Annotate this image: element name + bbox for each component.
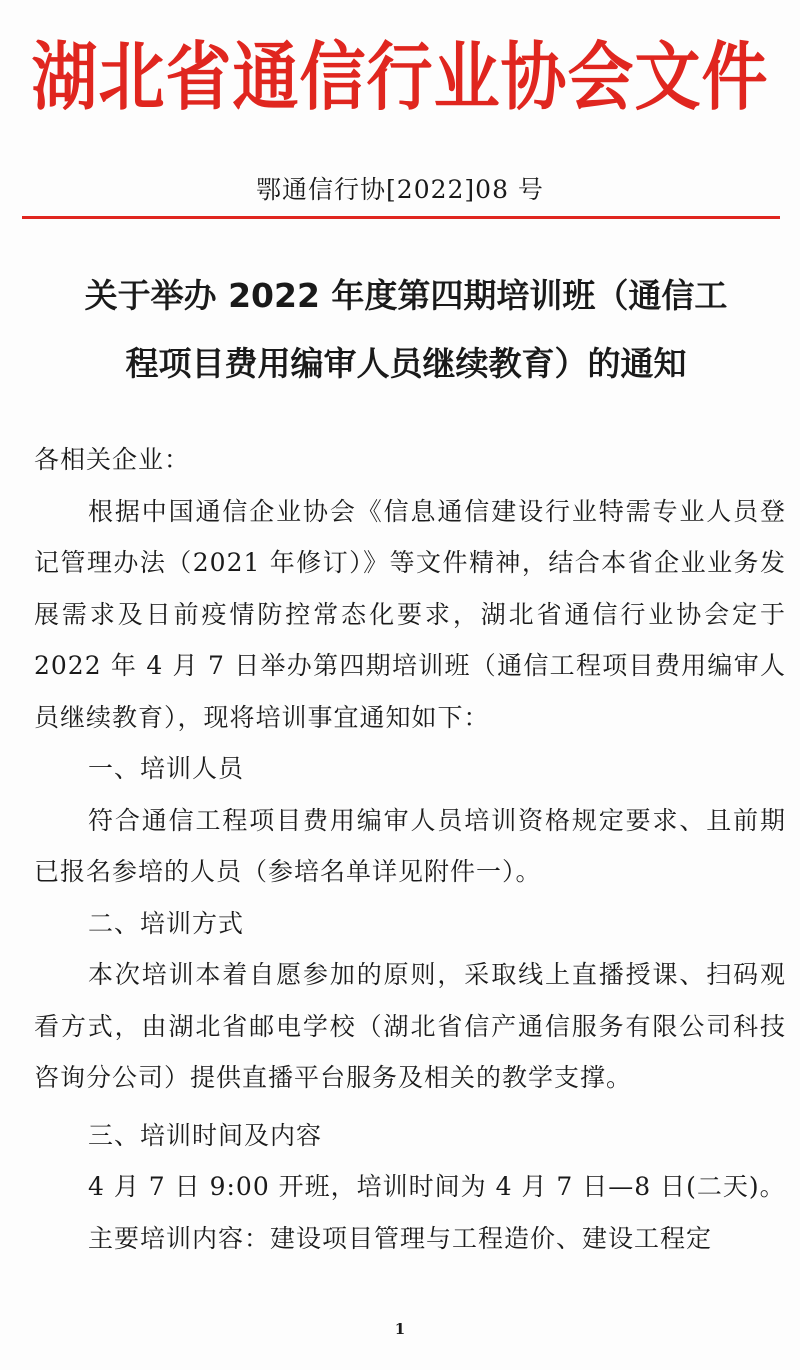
section-heading-personnel: 一、培训人员 <box>88 754 245 783</box>
document-number: 鄂通信行协[2022]08 号 <box>256 175 544 204</box>
title-line-1: 关于举办 2022 年度第四期培训班（通信工 <box>84 276 728 315</box>
document-masthead: 湖北省通信行业协会文件 <box>31 34 769 121</box>
title-line-2: 程项目费用编审人员继续教育）的通知 <box>125 344 687 383</box>
section-heading-schedule: 三、培训时间及内容 <box>88 1120 323 1150</box>
salutation: 各相关企业： <box>34 445 191 474</box>
red-divider-line <box>22 216 780 219</box>
document-title <box>26 262 786 398</box>
page-number: 1 <box>394 1320 406 1338</box>
section-text-method: 本次培训本着自愿参加的原则，采取线上直播授课、扫码观看方式，由湖北省邮电学校（湖北省信产通信服务有限公司科技咨询分公司）提供直播平台服务及相关的教学支撑。 <box>34 960 786 1092</box>
section-text-content: 主要培训内容：建设项目管理与工程造价、建设工程定 <box>88 1223 713 1253</box>
section-text-schedule: 4 月 7 日 9:00 开班，培训时间为 4 月 7 日—8 日(二天)。 <box>88 1172 786 1201</box>
document-body <box>34 434 786 1264</box>
section-heading-method: 二、培训方式 <box>88 908 245 938</box>
section-text-personnel: 符合通信工程项目费用编审人员培训资格规定要求、且前期已报名参培的人员（参培名单详见附件一）。 <box>34 805 786 886</box>
intro-paragraph: 根据中国通信企业协会《信息通信建设行业特需专业人员登记管理办法（2021 年修订）》等文件精神，结合本省企业业务发展需求及日前疫情防控常态化要求，湖北省通信行业协会定于 2022 年 4 月 7 日举办第四期培训班（通信工程项目费用编审人员继续教育），现将培训事宜通知如下： <box>34 496 786 732</box>
